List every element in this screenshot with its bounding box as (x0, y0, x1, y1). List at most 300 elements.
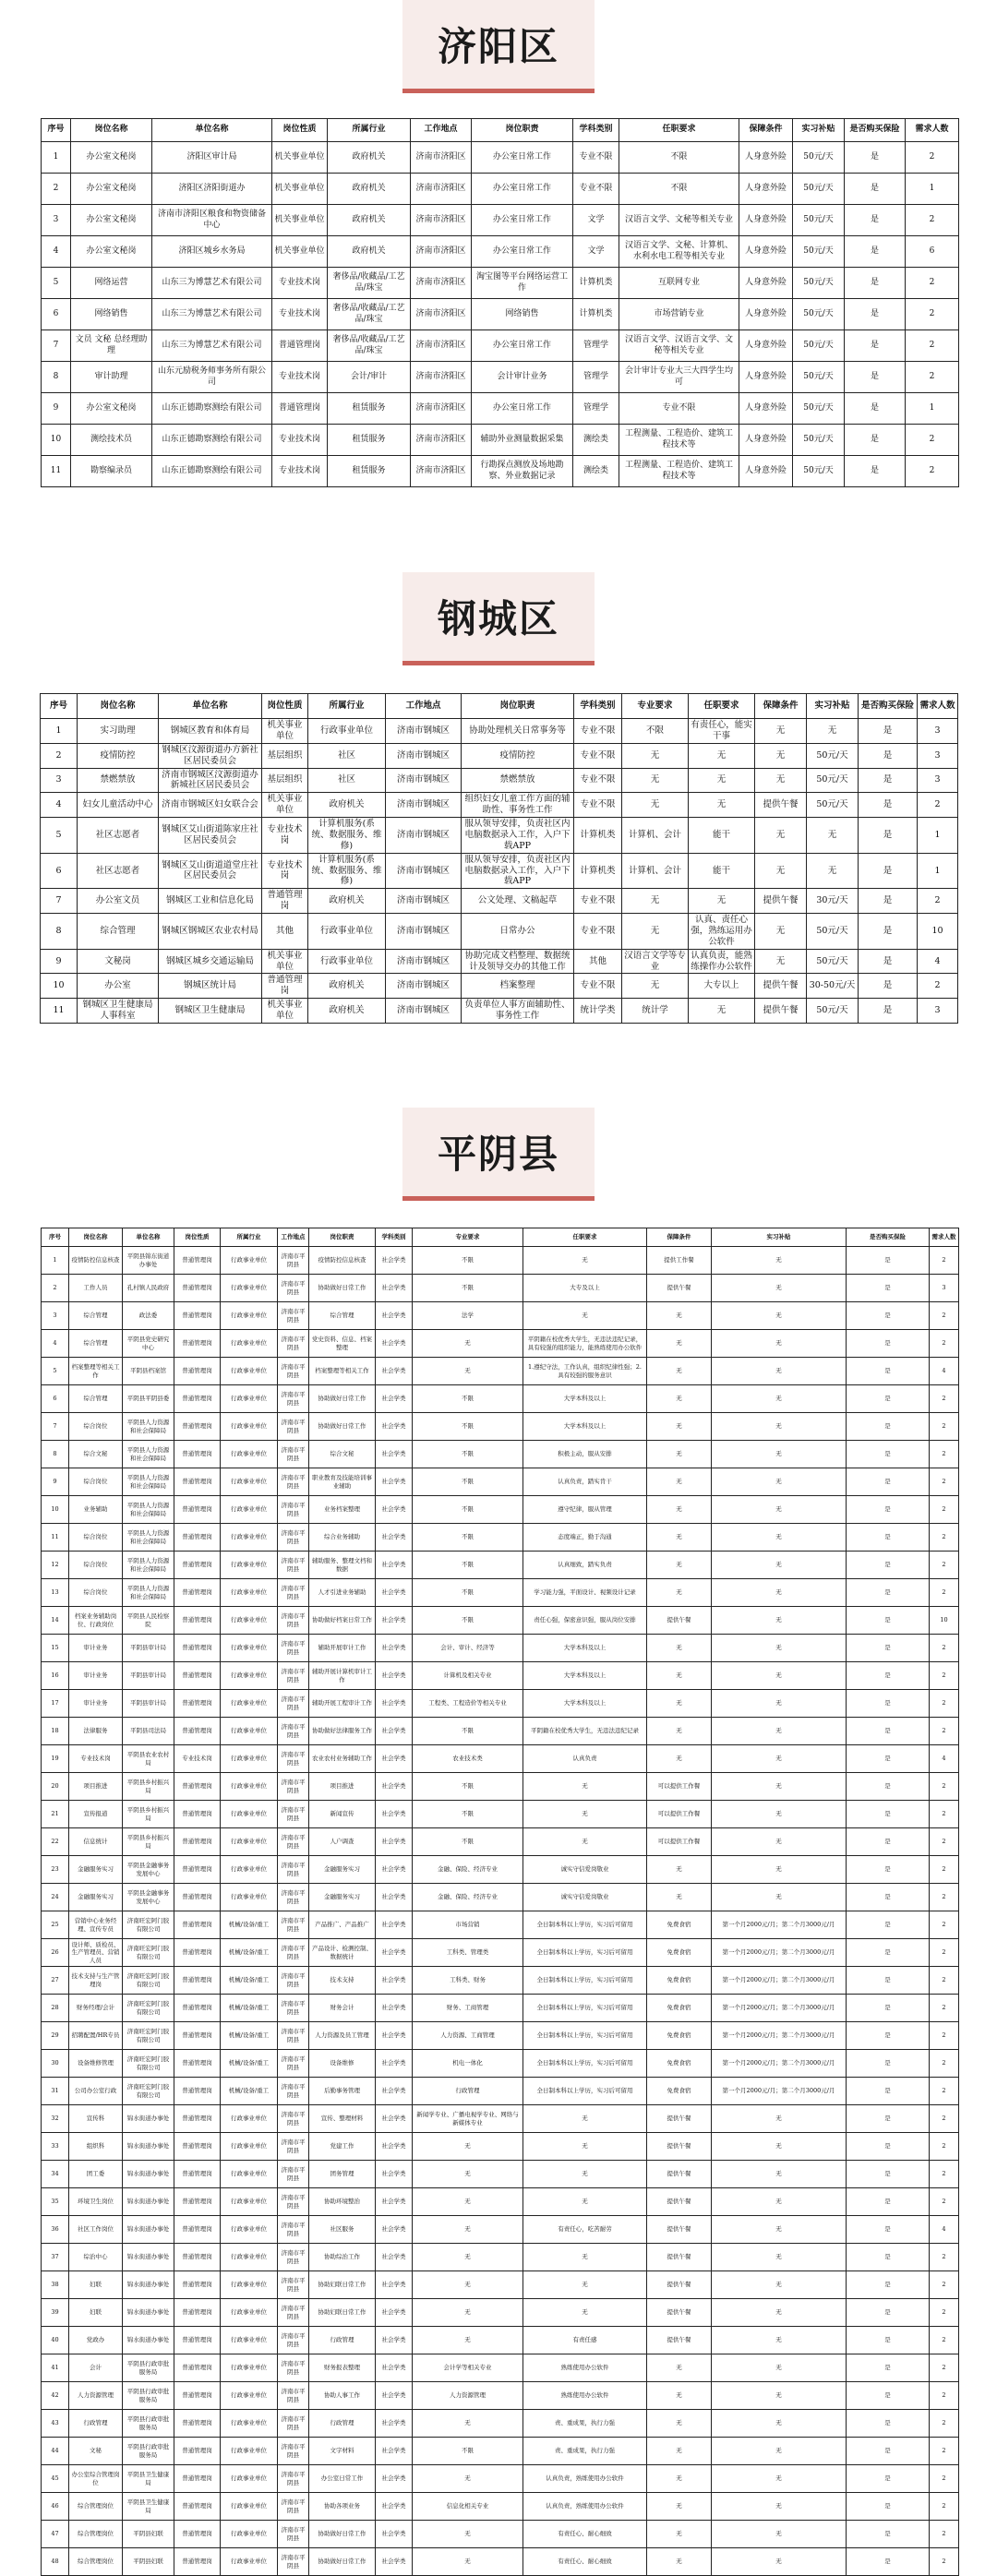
table-cell: 36 (42, 2216, 69, 2244)
table-cell: 综合管理岗位 (69, 2548, 123, 2576)
table-cell: 提供工作餐 (647, 1247, 712, 1275)
table-cell: 是 (847, 2022, 930, 2050)
table-cell: 2 (930, 1302, 959, 1330)
table-cell: 专业技术岗 (262, 818, 308, 854)
table-cell: 无 (523, 2161, 647, 2188)
table-cell: 是 (847, 1441, 930, 1468)
table-cell: 能干 (689, 818, 755, 854)
table-cell: 无 (689, 768, 755, 793)
table-cell: 社会学类 (376, 2105, 413, 2133)
table-cell: 有责任心，吃苦耐劳 (523, 2216, 647, 2244)
table-cell: 学习能力强，平面设计、视频设计记录 (523, 1579, 647, 1607)
table-cell: 是 (847, 2050, 930, 2078)
table-cell: 有责任感 (523, 2327, 647, 2354)
table-cell: 奢侈品/收藏品/工艺品/珠宝 (328, 268, 411, 299)
table-cell: 无 (712, 1358, 847, 1385)
table-cell: 43 (42, 2410, 69, 2438)
table-cell: 协助做好日常工作 (309, 1413, 376, 1441)
table-cell: 第一个月2000元/月；第二个月3000元/月 (712, 1939, 847, 1967)
table-cell: 金融、保险、经济专业 (413, 1884, 523, 1911)
table-cell: 济南市钢城区 (386, 949, 462, 974)
table-cell: 普通管理岗 (174, 1468, 221, 1496)
table-row (42, 1718, 959, 1745)
table-row (42, 205, 959, 236)
table-cell: 综合管理 (309, 1302, 376, 1330)
table-cell: 济南市平阴县 (278, 2354, 309, 2382)
table-cell: 基层组织 (262, 768, 308, 793)
table-cell: 人身意外险 (739, 174, 793, 205)
table-cell: 无 (647, 1884, 712, 1911)
table-cell: 人力资源及员工管理 (309, 2022, 376, 2050)
table-cell: 行政事业单位 (221, 2382, 278, 2410)
table-cell: 普通管理岗 (174, 1995, 221, 2022)
table-cell: 专业不限 (573, 174, 619, 205)
table-cell: 无 (712, 2521, 847, 2548)
table-cell: 设计师、质检员、生产管理员、营销人员 (69, 1939, 123, 1967)
table-cell: 山东三为博慧艺术有限公司 (152, 299, 272, 330)
table-cell: 工科类、管理类 (413, 1939, 523, 1967)
table-cell: 社会学类 (376, 2216, 413, 2244)
table-cell: 社会学类 (376, 1468, 413, 1496)
table-cell: 是 (847, 1939, 930, 1967)
table-cell: 无 (712, 2105, 847, 2133)
table-cell: 8 (41, 914, 78, 950)
table-cell: 济南市平阴县 (278, 2438, 309, 2465)
table-cell: 遵守纪律，服从管理 (523, 1496, 647, 1524)
table-cell: 平阴县妇联 (123, 2521, 174, 2548)
table-cell: 济南市平阴县 (278, 2493, 309, 2521)
table-cell: 2 (906, 330, 959, 362)
table-row (42, 2244, 959, 2271)
table-cell: 网络销售 (71, 299, 152, 330)
table-row (42, 1939, 959, 1967)
table-cell: 专业技术岗 (272, 425, 328, 456)
table-cell: 普通管理岗 (174, 2022, 221, 2050)
table-cell: 济南旺宏阿门胶有限公司 (123, 1911, 174, 1939)
table-cell: 公司办公室行政 (69, 2078, 123, 2105)
table-cell: 无 (523, 2244, 647, 2271)
table-cell: 营销中心业务经理、宣传专员 (69, 1911, 123, 1939)
table-cell: 普通管理岗 (174, 1496, 221, 1524)
table-cell: 专业不限 (573, 142, 619, 174)
table-cell: 政府机关 (308, 974, 386, 999)
table-cell: 不限 (413, 1247, 523, 1275)
table-cell: 社会学类 (376, 1441, 413, 1468)
table-row (42, 1441, 959, 1468)
table-cell: 10 (930, 1607, 959, 1635)
table-cell: 人户调查 (309, 1828, 376, 1856)
table-cell: 50元/天 (807, 768, 859, 793)
table-cell: 15 (42, 1635, 69, 1662)
table-cell: 是 (847, 1662, 930, 1690)
table-cell: 政府机关 (328, 205, 411, 236)
table-cell: 机械/设备/重工 (221, 1911, 278, 1939)
table-cell: 办公室日常工作 (472, 174, 573, 205)
table-cell: 普通管理岗 (174, 1413, 221, 1441)
table-cell: 有责任心、耐心细致 (523, 2521, 647, 2548)
table-cell: 办公室文秘岗 (71, 205, 152, 236)
table-cell: 文学 (573, 236, 619, 268)
table-cell: 无 (647, 1745, 712, 1773)
table-cell: 济南市平阴县 (278, 1884, 309, 1911)
table-row (42, 2410, 959, 2438)
table-cell: 2 (906, 268, 959, 299)
table-cell: 社会学类 (376, 1662, 413, 1690)
table-cell: 平阴县审计局 (123, 1690, 174, 1718)
table-cell: 济阳区城乡水务局 (152, 236, 272, 268)
table-cell: 济南市平阴县 (278, 1247, 309, 1275)
table-cell: 无 (807, 719, 859, 744)
table-cell: 济南市平阴县 (278, 1302, 309, 1330)
table-cell: 钢城区教育和体育局 (159, 719, 262, 744)
table-cell: 是 (847, 1524, 930, 1552)
table-cell: 是 (847, 1718, 930, 1745)
table-cell: 无 (647, 1856, 712, 1884)
table-cell: 济南市济阳区 (411, 425, 472, 456)
table-row (41, 853, 958, 889)
table-cell: 辅助开展工程审计工作 (309, 1690, 376, 1718)
table-cell: 是 (847, 2465, 930, 2493)
table-cell: 10 (918, 914, 958, 950)
table-cell: 平阴县妇联 (123, 2548, 174, 2576)
table-cell: 市场营销 (413, 1911, 523, 1939)
table-cell: 2 (930, 2327, 959, 2354)
table-cell: 办公室日常工作 (472, 142, 573, 174)
table-cell: 行政事业单位 (221, 1690, 278, 1718)
table-cell: 济南市平阴县 (278, 1441, 309, 1468)
column-header: 是否购买保险 (845, 119, 906, 142)
table-cell: 组织妇女儿童工作方面的辅助性、事务性工作 (462, 793, 574, 818)
table-cell: 是 (859, 719, 918, 744)
table-cell: 社会学类 (376, 1607, 413, 1635)
table-cell: 25 (42, 1911, 69, 1939)
table-cell: 2 (930, 2299, 959, 2327)
table-cell: 行政事业单位 (221, 2354, 278, 2382)
table-cell: 综合管理岗位 (69, 2521, 123, 2548)
table-row (41, 949, 958, 974)
table-cell: 是 (847, 1413, 930, 1441)
table-cell: 是 (847, 1745, 930, 1773)
table-cell: 无 (689, 743, 755, 768)
table-row (42, 1385, 959, 1413)
table-cell: 2 (930, 1413, 959, 1441)
table-header-row (42, 1228, 959, 1247)
table-cell: 45 (42, 2465, 69, 2493)
table-cell: 无 (712, 2188, 847, 2216)
table-cell: 无 (413, 1330, 523, 1358)
table-cell: 济南市平阴县 (278, 1801, 309, 1828)
table-cell: 其他 (574, 949, 622, 974)
table-cell: 综合管理 (69, 1302, 123, 1330)
table-cell: 无 (712, 2410, 847, 2438)
table-cell: 普通管理岗 (174, 2244, 221, 2271)
table-cell: 无 (712, 1468, 847, 1496)
table-cell: 4 (930, 1358, 959, 1385)
table-cell: 普通管理岗 (174, 1247, 221, 1275)
table-cell: 态度端正，勤于沟通 (523, 1524, 647, 1552)
table-cell: 负责单位人事方面辅助性、事务性工作 (462, 999, 574, 1024)
table-cell: 不限 (413, 1275, 523, 1302)
table-cell: 服从领导安排，负责社区内电脑数据录入工作，入户下载APP (462, 853, 574, 889)
table-cell: 行政事业单位 (221, 1884, 278, 1911)
table-cell: 社会学类 (376, 2244, 413, 2271)
table-cell: 普通管理岗 (174, 1967, 221, 1995)
table-cell: 管理学 (573, 330, 619, 362)
table-cell: 20 (42, 1773, 69, 1801)
table-cell: 济南市平阴县 (278, 1967, 309, 1995)
section-title-gangcheng (402, 572, 595, 665)
table-cell: 协助处理机关日常事务等 (462, 719, 574, 744)
table-cell: 平阴县人民检察院 (123, 1607, 174, 1635)
table-cell: 9 (42, 393, 71, 425)
table-cell: 综合岗位 (69, 1552, 123, 1579)
table-cell: 汉语言文学、文秘、计算机、水利水电工程等相关专业 (619, 236, 739, 268)
title-underline (402, 1196, 595, 1201)
table-cell: 济南市济阳区 (411, 393, 472, 425)
table-cell: 2 (930, 2050, 959, 2078)
table-cell: 2 (930, 1524, 959, 1552)
table-cell: 平阴县人力资源和社会保障局 (123, 1579, 174, 1607)
table-cell: 专业不限 (574, 793, 622, 818)
table-cell: 机械/设备/重工 (221, 2050, 278, 2078)
table-cell: 熟练使用办公软件 (523, 2354, 647, 2382)
table-cell: 50元/天 (793, 205, 845, 236)
table-cell: 无 (647, 2438, 712, 2465)
table-cell: 37 (42, 2244, 69, 2271)
table-row (42, 1884, 959, 1911)
table-cell: 11 (42, 456, 71, 487)
table-cell: 协助做好日常工作 (309, 2548, 376, 2576)
table-cell: 平阴籍在校优秀大学生，无违法违纪记录，具有较强的组织能力，能熟练使用办公软件 (523, 1330, 647, 1358)
table-cell: 文学 (573, 205, 619, 236)
table-cell: 2 (930, 1662, 959, 1690)
table-cell: 无 (647, 2493, 712, 2521)
table-cell: 提供午餐 (647, 2188, 712, 2216)
table-cell: 无 (523, 2271, 647, 2299)
table-cell: 积极主动，服从安排 (523, 1441, 647, 1468)
table-cell: 2 (930, 2188, 959, 2216)
table-cell: 社会学类 (376, 2161, 413, 2188)
table-cell: 无 (647, 1413, 712, 1441)
table-cell: 2 (930, 1967, 959, 1995)
table-cell: 平阴县人力资源和社会保障局 (123, 1496, 174, 1524)
column-header: 岗位名称 (69, 1228, 123, 1247)
table-cell: 汉语言文学、汉语言文学、文秘等相关专业 (619, 330, 739, 362)
table-cell: 济南市济阳区 (411, 299, 472, 330)
column-header: 岗位性质 (262, 694, 308, 719)
table-cell: 专业不限 (574, 768, 622, 793)
table-cell: 行政事业单位 (221, 2438, 278, 2465)
table-row (42, 1690, 959, 1718)
table-cell: 政府机关 (328, 142, 411, 174)
table-cell: 审计业务 (69, 1690, 123, 1718)
table-cell: 第一个月2000元/月；第二个月3000元/月 (712, 1995, 847, 2022)
table-cell: 3 (918, 743, 958, 768)
table-cell: 无 (647, 2521, 712, 2548)
table-cell: 行政事业单位 (221, 2105, 278, 2133)
table-cell: 团务管理 (309, 2161, 376, 2188)
table-row (42, 299, 959, 330)
table-cell: 普通管理岗 (174, 1635, 221, 1662)
table-cell: 无 (647, 2465, 712, 2493)
table-cell: 是 (845, 174, 906, 205)
table-cell: 无 (413, 2133, 523, 2161)
table-cell: 行政事业单位 (221, 1302, 278, 1330)
table-cell: 济南市平阴县 (278, 1856, 309, 1884)
table-row (42, 1496, 959, 1524)
table-cell: 2 (930, 1718, 959, 1745)
table-cell: 行政事业单位 (221, 1468, 278, 1496)
table-cell: 社会学类 (376, 1828, 413, 1856)
column-header: 实习补贴 (793, 119, 845, 142)
table-cell: 是 (847, 1801, 930, 1828)
table-cell: 普通管理岗 (174, 1275, 221, 1302)
table-cell: 工程测量、工程造价、建筑工程技术等 (619, 425, 739, 456)
table-cell: 无 (523, 1828, 647, 1856)
table-cell: 济南市钢城区 (386, 793, 462, 818)
table-cell: 会计、审计、经济等 (413, 1635, 523, 1662)
table-cell: 全日制本科以上学历，实习后可留用 (523, 1995, 647, 2022)
table-cell: 济阳区济阳街道办 (152, 174, 272, 205)
table-cell: 设备维修管理 (69, 2050, 123, 2078)
table-cell: 3 (918, 768, 958, 793)
table-cell: 山东元励税务师事务所有限公司 (152, 362, 272, 393)
table-cell: 2 (930, 1635, 959, 1662)
table-cell: 是 (847, 2493, 930, 2521)
table-cell: 社会学类 (376, 1801, 413, 1828)
table-cell: 社会学类 (376, 2299, 413, 2327)
table-cell: 大学本科及以上 (523, 1690, 647, 1718)
table-cell: 是 (847, 1773, 930, 1801)
table-row (41, 743, 958, 768)
table-cell: 济南市平阴县 (278, 2022, 309, 2050)
table-row (42, 1745, 959, 1773)
table-cell: 5 (42, 268, 71, 299)
table-cell: 机械/设备/重工 (221, 1939, 278, 1967)
table-cell: 4 (42, 236, 71, 268)
table-cell: 50元/天 (807, 743, 859, 768)
table-row (41, 914, 958, 950)
table-cell: 社会学类 (376, 1995, 413, 2022)
table-cell: 无 (523, 2299, 647, 2327)
table-cell: 人身意外险 (739, 299, 793, 330)
table-cell: 党史资料、信息、档案整理 (309, 1330, 376, 1358)
table-cell: 济南市济阳区 (411, 362, 472, 393)
table-cell: 疫情防控 (78, 743, 159, 768)
table-cell: 不限 (413, 1385, 523, 1413)
table-cell: 2 (906, 362, 959, 393)
table-cell: 是 (847, 2410, 930, 2438)
table-cell: 党建工作 (309, 2133, 376, 2161)
table-cell: 平阴县金融事务发展中心 (123, 1884, 174, 1911)
table-cell: 50元/天 (793, 174, 845, 205)
table-cell: 平阴县锦东街道办事处 (123, 1247, 174, 1275)
table-cell: 行政事业单位 (221, 1579, 278, 1607)
table-cell: 第一个月2000元/月；第二个月3000元/月 (712, 2078, 847, 2105)
table-cell: 普通管理岗 (174, 2410, 221, 2438)
table-cell: 山东正德勘察测绘有限公司 (152, 456, 272, 487)
table-cell: 钢城区城乡交通运输局 (159, 949, 262, 974)
table-cell: 财务报表整理 (309, 2354, 376, 2382)
table-cell: 不限 (619, 142, 739, 174)
table-cell: 行政事业单位 (221, 1496, 278, 1524)
column-header: 工作地点 (411, 119, 472, 142)
table-cell: 2 (930, 2022, 959, 2050)
table-cell: 是 (845, 425, 906, 456)
table-cell: 2 (906, 425, 959, 456)
table-cell: 平阴县平阴县委 (123, 1385, 174, 1413)
table-cell: 产品设计、检测控制、数据统计 (309, 1939, 376, 1967)
table-cell: 无 (523, 2133, 647, 2161)
table-cell: 档案整理 (462, 974, 574, 999)
table-cell: 无 (712, 1801, 847, 1828)
table-cell: 济南市平阴县 (278, 2548, 309, 2576)
table-cell: 无 (647, 2548, 712, 2576)
table-cell: 2 (918, 889, 958, 914)
table-cell: 山东三为博慧艺术有限公司 (152, 268, 272, 299)
table-cell: 综合管理 (69, 1330, 123, 1358)
table-cell: 审计业务 (69, 1662, 123, 1690)
table-cell: 综合岗位 (69, 1413, 123, 1441)
table-cell: 平阴县行政审批服务局 (123, 2410, 174, 2438)
table-cell: 17 (42, 1690, 69, 1718)
table-cell: 提供午餐 (647, 2244, 712, 2271)
table-cell: 提供午餐 (755, 793, 807, 818)
table-cell: 社会学类 (376, 1247, 413, 1275)
table-cell: 勘察编录员 (71, 456, 152, 487)
table-cell: 可以提供工作餐 (647, 1828, 712, 1856)
table-cell: 疫情防控信息核查 (69, 1247, 123, 1275)
table-cell: 2 (930, 2161, 959, 2188)
table-cell: 无 (712, 1385, 847, 1413)
table-cell: 环境卫生岗位 (69, 2188, 123, 2216)
table-cell: 是 (847, 1358, 930, 1385)
table-cell: 是 (847, 2299, 930, 2327)
table-cell: 普通管理岗 (174, 1773, 221, 1801)
table-cell: 济南市济阳区 (411, 236, 472, 268)
table-cell: 行政事业单位 (221, 2133, 278, 2161)
table-cell: 综合文秘 (309, 1441, 376, 1468)
table-cell: 计算机类 (573, 299, 619, 330)
table-cell: 是 (859, 914, 918, 950)
column-header: 学科类别 (573, 119, 619, 142)
table-cell: 孔村镇人民政府 (123, 1275, 174, 1302)
table-cell: 社区志愿者 (78, 818, 159, 854)
table-cell: 无 (712, 1856, 847, 1884)
pingyin-table (41, 1228, 959, 2576)
table-cell: 办公室日常工作 (472, 205, 573, 236)
table-cell: 行政事业单位 (221, 1773, 278, 1801)
table-cell: 大学本科及以上 (523, 1413, 647, 1441)
table-cell: 普通管理岗 (174, 1690, 221, 1718)
table-cell: 不限 (413, 1496, 523, 1524)
table-cell: 公文处理、文稿起草 (462, 889, 574, 914)
table-cell: 普通管理岗 (174, 2105, 221, 2133)
table-cell: 无 (755, 853, 807, 889)
table-cell: 平阴县农业农村局 (123, 1745, 174, 1773)
table-cell: 计算机服务(系统、数据服务、维修) (308, 853, 386, 889)
table-cell: 金融、保险、经济专业 (413, 1856, 523, 1884)
column-header: 实习补贴 (807, 694, 859, 719)
table-cell: 行政事业单位 (221, 2493, 278, 2521)
table-cell: 专业不限 (574, 889, 622, 914)
table-cell: 社会学类 (376, 2493, 413, 2521)
table-cell: 工程类、工程造价等相关专业 (413, 1690, 523, 1718)
table-cell: 行政管理 (69, 2410, 123, 2438)
table-cell: 平阴籍在校优秀大学生，无违法违纪记录 (523, 1718, 647, 1745)
table-cell: 第一个月2000元/月；第二个月3000元/月 (712, 1967, 847, 1995)
table-cell: 济南市平阴县 (278, 1773, 309, 1801)
